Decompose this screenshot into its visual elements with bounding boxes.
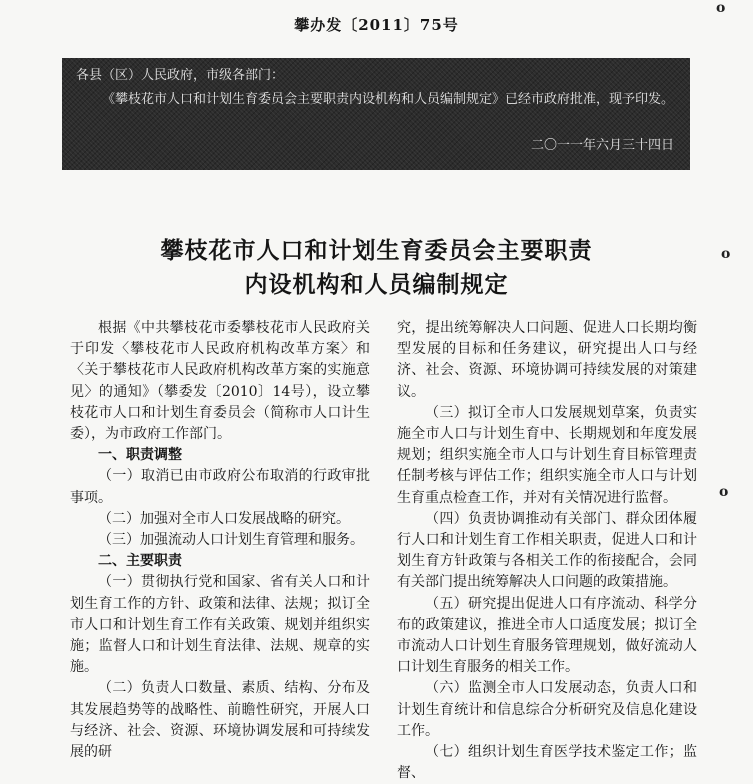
list-item: （三）加强流动人口计划生育管理和服务。	[98, 532, 364, 549]
list-item: （四）负责协调推动有关部门、群众团体履行人口和计划生育工作相关职责，促进人口和计划生育方针政策与各相关工作的衔接配合，会同有关部门提出统筹解决人口问题的政策措施。	[397, 510, 697, 591]
list-item: （三）拟订全市人口发展规划草案，负责实施全市人口与计划生育中、长期规划和年度发展规划；组织实施全市人口与计划生育目标管理责任制考核与评估工作；组织实施全市人口与计划生育重点检查工作，并对有关情况进行监督。	[397, 404, 697, 506]
document-number: 攀办发〔2011〕75号	[294, 16, 459, 34]
header-notice-band	[62, 58, 690, 170]
right-column	[397, 318, 697, 784]
list-item: （一）贯彻执行党和国家、省有关人口和计划生育工作的方针、政策和法律、法规；拟订全市人口和计划生育工作有关政策、规划并组织实施；监督人口和计划生育法律、法规、规章的实施。	[70, 574, 370, 676]
list-item: （五）研究提出促进人口有序流动、科学分布的政策建议，推进全市人口适度发展；拟订全市流动人口计划生育服务管理规划，做好流动人口计划生育服务的相关工作。	[397, 595, 697, 676]
list-item: （七）组织计划生育医学技术鉴定工作；监督、	[397, 744, 697, 782]
page-title-line-1: 攀枝花市人口和计划生育委员会主要职责	[160, 237, 593, 264]
section-heading: 一、职责调整	[98, 447, 182, 464]
notice-body: 《攀枝花市人口和计划生育委员会主要职责内设机构和人员编制规定》已经市政府批准，现予印发。	[102, 92, 675, 107]
section-heading: 二、主要职责	[98, 553, 182, 570]
list-item: （六）监测全市人口发展动态，负责人口和计划生育统计和信息综合分析研究及信息化建设工作。	[397, 680, 697, 739]
page-title-line-2: 内设机构和人员编制规定	[244, 271, 509, 298]
notice-addressee: 各县（区）人民政府，市级各部门：	[76, 68, 285, 83]
list-item: （二）负责人口数量、素质、结构、分布及其发展趋势等的战略性、前瞻性研究，开展人口与经济、社会、资源、环境协调发展和可持续发展的研	[70, 680, 370, 761]
notice-date: 二〇一一年六月三十四日	[530, 138, 674, 153]
left-column	[70, 318, 370, 763]
list-item: （一）取消已由市政府公布取消的行政审批事项。	[70, 468, 370, 506]
list-item: （二）加强对全市人口发展战略的研究。	[98, 510, 350, 527]
intro-paragraph: 根据《中共攀枝花市委攀枝花市人民政府关于印发〈攀枝花市人民政府机构改革方案〉和〈关于攀枝花市人民政府机构改革方案的实施意见〉的通知》（攀委发〔2010〕14号），设立攀枝花市人口和计划生育委员会（简称市人口计生委），为市政府工作部门。	[70, 320, 370, 443]
continuation-paragraph: 究，提出统筹解决人口问题、促进人口长期均衡型发展的目标和任务建议，研究提出人口与经济、社会、资源、环境协调可持续发展的对策建议。	[397, 320, 697, 400]
binding-hole-mark: o	[721, 246, 731, 262]
binding-hole-mark: o	[719, 484, 729, 500]
binding-hole-mark: o	[716, 0, 726, 16]
